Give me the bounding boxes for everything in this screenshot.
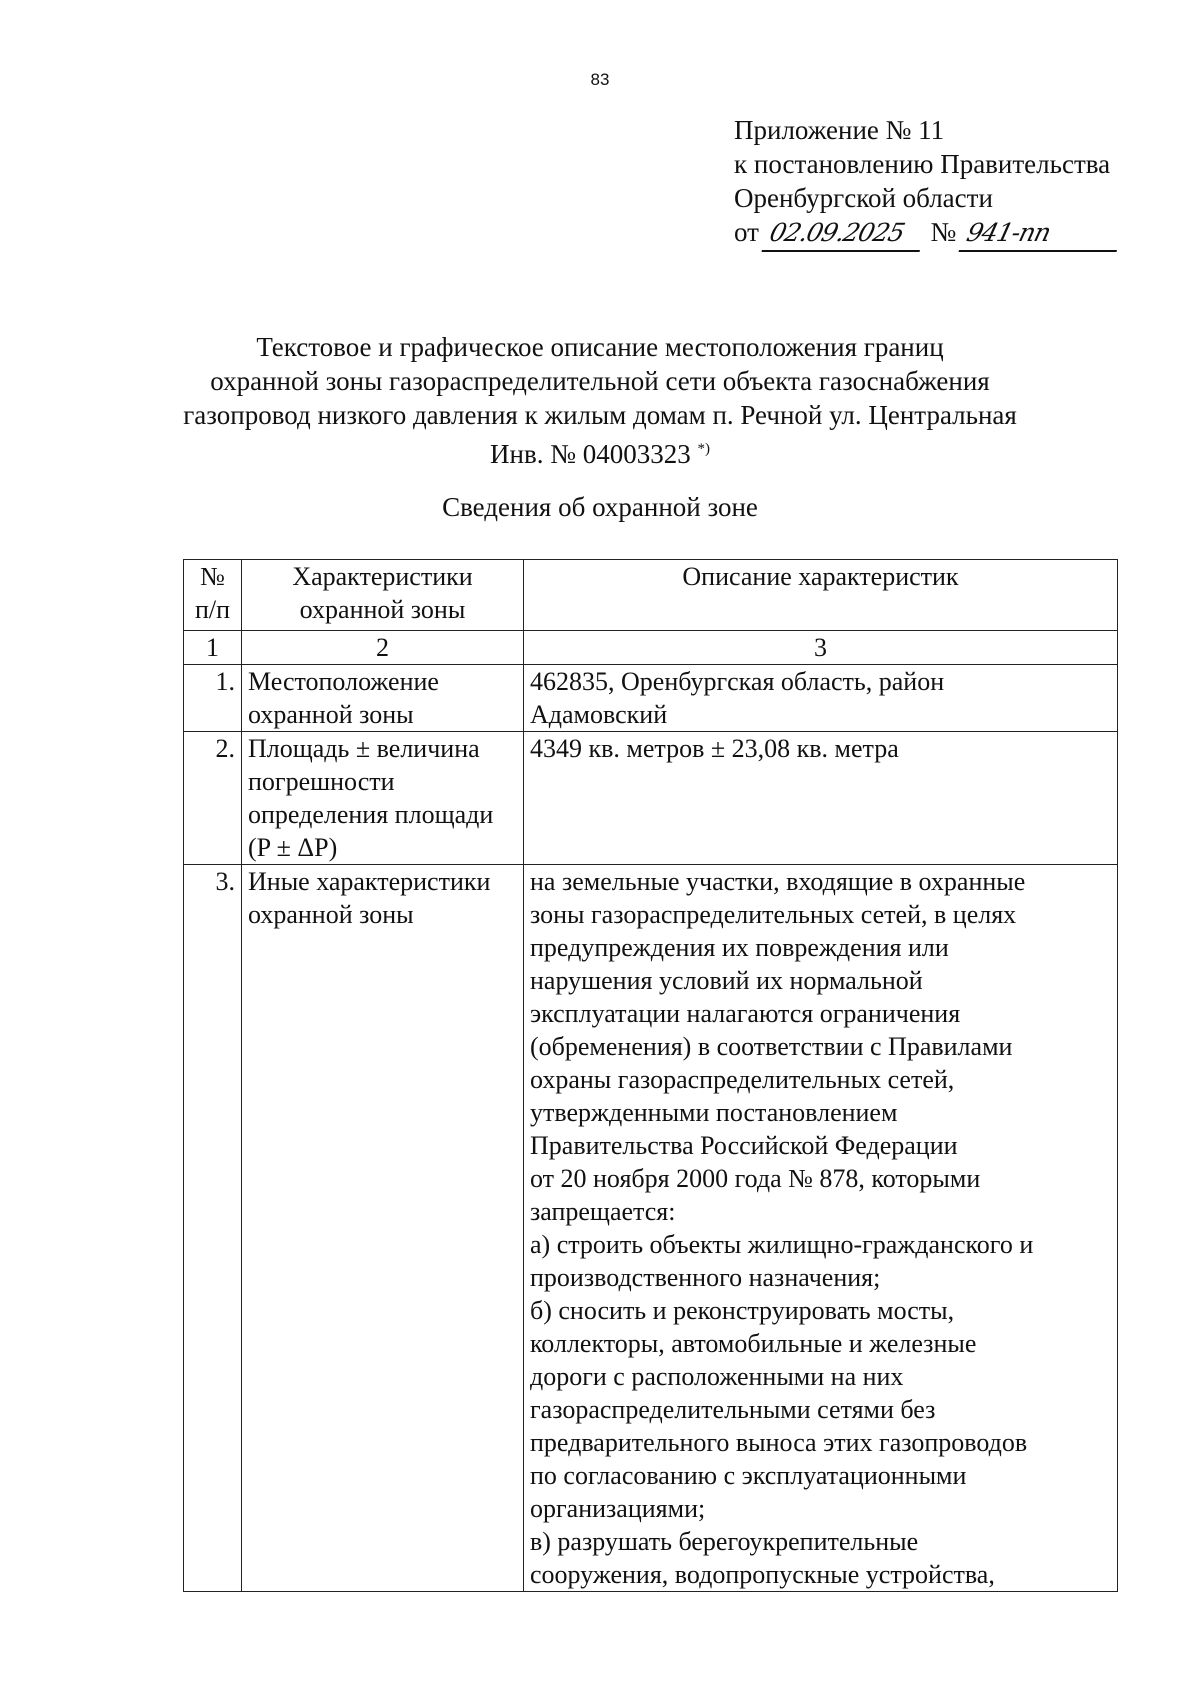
table-row [184, 732, 1118, 865]
table-header-row [184, 560, 1118, 631]
description-line: б) сносить и реконструировать мосты, [530, 1296, 955, 1325]
table-row [184, 865, 1118, 1592]
column-number: 3 [524, 631, 1118, 665]
row-characteristic: Иные характеристики охранной зоны [242, 865, 524, 1592]
description-line: предварительного выноса этих газопроводов [530, 1428, 1028, 1457]
footnote-mark: *) [697, 441, 710, 457]
description-line: нарушения условий их нормальной [530, 966, 923, 995]
description-line: запрещается: [530, 1197, 676, 1226]
title-line-2: охранной зоны газораспределительной сети объекта газоснабжения [210, 366, 990, 396]
page-number: 83 [590, 70, 610, 89]
section-title: Сведения об охранной зоне [442, 492, 758, 522]
description-line: утвержденными постановлением [530, 1098, 898, 1127]
header-characteristics: Характеристики охранной зоны [242, 560, 524, 631]
appendix-header [734, 113, 1121, 252]
description-line: на земельные участки, входящие в охранные [530, 867, 1026, 896]
description-line: по согласованию с эксплуатационными [530, 1461, 967, 1490]
document-title [0, 330, 1200, 471]
title-line-4 [0, 432, 1200, 471]
description-line: (обременения) в соответствии с Правилами [530, 1032, 1013, 1061]
description-line: охраны газораспределительных сетей, [530, 1065, 955, 1094]
description-line: сооружения, водопропускные устройства, [530, 1560, 995, 1589]
description-line: Правительства Российской Федерации [530, 1131, 958, 1160]
description-line: 4349 кв. метров ± 23,08 кв. метра [530, 734, 899, 763]
title-line-3: газопровод низкого давления к жилым домам п. Речной ул. Центральная [183, 400, 1017, 430]
description-line: коллекторы, автомобильные и железные [530, 1329, 977, 1358]
description-line: предупреждения их повреждения или [530, 933, 949, 962]
description-line: Адамовский [530, 700, 668, 729]
description-line: а) строить объекты жилищно-гражданского и [530, 1230, 1034, 1259]
column-number: 1 [184, 631, 242, 665]
description-line: от 20 ноября 2000 года № 878, которыми [530, 1164, 981, 1193]
description-line: организациями; [530, 1494, 706, 1523]
row-number: 2. [184, 732, 242, 865]
appendix-date-number-line [734, 215, 1121, 252]
row-description [524, 865, 1118, 1592]
description-line: в) разрушать берегоукрепительные [530, 1527, 919, 1556]
row-number: 1. [184, 665, 242, 732]
row-characteristic: Местоположение охранной зоны [242, 665, 524, 732]
protection-zone-table [183, 559, 1118, 1592]
appendix-number: Приложение № 11 [734, 115, 945, 145]
handwritten-date: 02.09.2025 [761, 216, 928, 252]
row-characteristic: Площадь ± величина погрешности определения площади (P ± ΔP) [242, 732, 524, 865]
description-line: зоны газораспределительных сетей, в целях [530, 900, 1017, 929]
description-line: эксплуатации налагаются ограничения [530, 999, 961, 1028]
column-numbers-row [184, 631, 1118, 665]
row-description [524, 732, 1118, 865]
appendix-resolution-line: к постановлению Правительства [734, 149, 1111, 179]
description-line: дороги с расположенными на них [530, 1362, 904, 1391]
row-number: 3. [184, 865, 242, 1592]
handwritten-number: 941-пп [958, 216, 1125, 252]
from-label: от [734, 217, 759, 247]
description-line: газораспределительными сетями без [530, 1395, 936, 1424]
description-line: производственного назначения; [530, 1263, 881, 1292]
number-label: № [930, 217, 957, 247]
row-description [524, 665, 1118, 732]
title-line-1: Текстовое и графическое описание местоположения границ [256, 332, 944, 362]
column-number: 2 [242, 631, 524, 665]
table-row [184, 665, 1118, 732]
appendix-region-line: Оренбургской области [734, 183, 993, 213]
header-num: № п/п [184, 560, 242, 631]
header-description: Описание характеристик [524, 560, 1118, 631]
inventory-number: Инв. № 04003323 [490, 439, 691, 469]
description-line: 462835, Оренбургская область, район [530, 667, 945, 696]
